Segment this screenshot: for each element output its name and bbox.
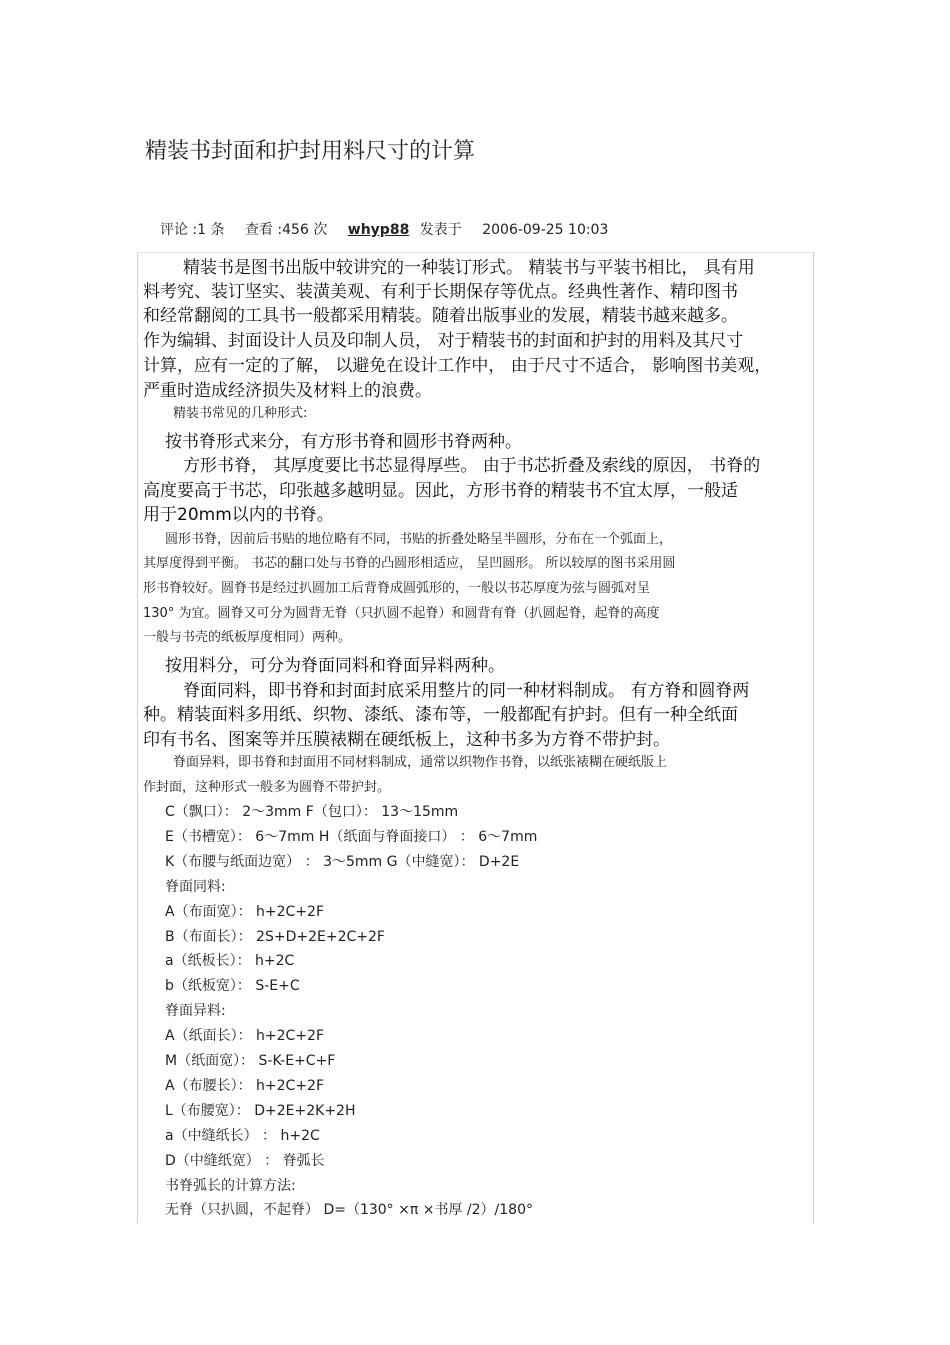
paragraph-line: 和经常翻阅的工具书一般都采用精装。随着出版事业的发展，精装书越来越多。 xyxy=(143,306,738,326)
posted-label: 发表于 xyxy=(419,222,462,238)
paragraph-line: 其厚度得到平衡。 书芯的翻口处与书脊的凸圆形相适应， 呈凹圆形。 所以较厚的图书采用圆 xyxy=(143,556,676,571)
formula-line: B（布面长）： 2S+D+2E+2C+2F xyxy=(165,929,385,945)
comment-count: 评论 :1 条 xyxy=(160,222,225,238)
paragraph-line: 种。精装面料多用纸、织物、漆纸、漆布等，一般都配有护封。但有一种全纸面 xyxy=(143,705,738,725)
paragraph-line: 精装书是图书出版中较讲究的一种装订形式。 精装书与平装书相比， 具有用 xyxy=(183,258,755,278)
formula-line: a（纸板长）： h+2C xyxy=(165,953,295,969)
paragraph-line: 印有书名、图案等并压膜裱糊在硬纸板上，这种书多为方脊不带护封。 xyxy=(143,730,670,750)
dimension-line: E（书槽宽）： 6～7mm H（纸面与脊面接口） ： 6～7mm xyxy=(165,829,538,845)
formula-line: M（纸面宽）： S-K-E+C+F xyxy=(165,1053,336,1069)
paragraph-line: 按用料分，可分为脊面同料和脊面异料两种。 xyxy=(165,656,505,676)
formula-line: D（中缝纸宽） ： 脊弧长 xyxy=(165,1153,325,1169)
formula-heading: 脊面同料: xyxy=(165,879,226,895)
paragraph-line: 按书脊形式来分，有方形书脊和圆形书脊两种。 xyxy=(165,432,522,452)
paragraph-line: 作封面，这种形式一般多为圆脊不带护封。 xyxy=(143,780,391,795)
paragraph-line: 用于20mm以内的书脊。 xyxy=(143,505,334,525)
paragraph-line: 脊面同料，即书脊和封面封底采用整片的同一种材料制成。 有方脊和圆脊两 xyxy=(183,681,750,701)
formula-line: L（布腰宽）： D+2E+2K+2H xyxy=(165,1103,356,1119)
paragraph-line: 作为编辑、封面设计人员及印制人员， 对于精装书的封面和护封的用料及其尺寸 xyxy=(143,331,744,351)
paragraph-line: 一般与书壳的纸板厚度相同）两种。 xyxy=(143,630,352,645)
formula-line: A（布腰长）： h+2C+2F xyxy=(165,1078,325,1094)
paragraph-line: 圆形书脊，因前后书贴的地位略有不同，书贴的折叠处略呈半圆形，分布在一个弧面上， xyxy=(165,532,673,547)
post-meta xyxy=(160,219,624,239)
paragraph-line: 高度要高于书芯，印张越多越明显。因此，方形书脊的精装书不宜太厚，一般适 xyxy=(143,481,738,501)
formula-line: b（纸板宽）： S-E+C xyxy=(165,978,300,994)
post-datetime: 2006-09-25 10:03 xyxy=(482,222,609,238)
paragraph-line: 严重时造成经济损失及材料上的浪费。 xyxy=(143,381,432,401)
section-heading: 精装书常见的几种形式: xyxy=(173,406,308,421)
author-link[interactable]: whyp88 xyxy=(347,222,410,238)
dimension-line: C（飘口）： 2～3mm F（包口）： 13～15mm xyxy=(165,804,459,820)
paragraph-line: 形书脊较好。圆脊书是经过扒圆加工后背脊成圆弧形的，一般以书芯厚度为弦与圆弧对呈 xyxy=(143,581,651,596)
formula-line: a（中缝纸长） ： h+2C xyxy=(165,1128,320,1144)
paragraph-line: 脊面异料，即书脊和封面用不同材料制成，通常以织物作书脊，以纸张裱糊在硬纸版上 xyxy=(173,755,668,770)
formula-heading: 脊面异料: xyxy=(165,1003,226,1019)
formula-line: 无脊（只扒圆，不起脊） D=（130° ×π ×书厚 /2）/180° xyxy=(165,1202,533,1218)
formula-line: A（布面宽）： h+2C+2F xyxy=(165,904,325,920)
dimension-line: K（布腰与纸面边宽） ： 3～5mm G（中缝宽）： D+2E xyxy=(165,854,520,870)
paragraph-line: 计算，应有一定的了解， 以避免在设计工作中， 由于尺寸不适合， 影响图书美观， xyxy=(143,356,772,376)
paragraph-line: 方形书脊， 其厚度要比书芯显得厚些。 由于书芯折叠及索线的原因， 书脊的 xyxy=(183,456,761,476)
paragraph-line: 料考究、装订坚实、装潢美观、有利于长期保存等优点。经典性著作、精印图书 xyxy=(143,282,738,302)
paragraph-line: 130° 为宜。圆脊又可分为圆背无脊（只扒圆不起脊）和圆背有脊（扒圆起脊，起脊的高度 xyxy=(143,606,660,621)
page-title: 精装书封面和护封用料尺寸的计算 xyxy=(145,139,476,164)
formula-heading: 书脊弧长的计算方法: xyxy=(165,1178,296,1194)
formula-line: A（纸面长）： h+2C+2F xyxy=(165,1028,325,1044)
view-count: 查看 :456 次 xyxy=(244,222,328,238)
